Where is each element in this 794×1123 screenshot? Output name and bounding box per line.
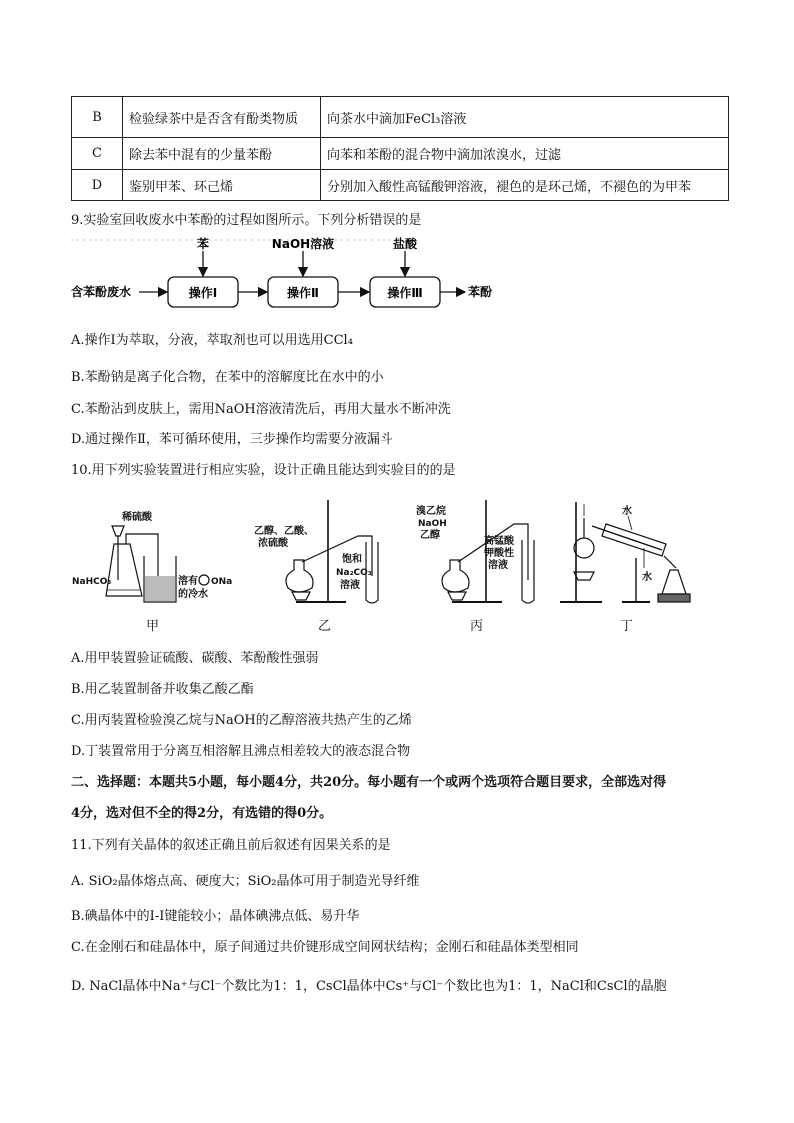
ding-water-in-label: 水 [622, 506, 632, 517]
flow-output: 苯酚 [468, 285, 493, 299]
bing-receiver-label-2: 钾酸性 [484, 548, 514, 559]
section2-heading-line1: 二、选择题：本题共5小题，每小题4分，共20分。每小题有一个或两个选项符合题目要求，全部选对得 [71, 775, 667, 790]
apparatus-svg [66, 496, 726, 636]
jia-beaker-label-1: 溶有 [178, 576, 198, 587]
yi-receiver-label-2: Na₂CO₃ [336, 568, 372, 578]
row-letter: D [72, 170, 123, 201]
jia-label: 甲 [146, 619, 160, 634]
q9-flow-diagram [71, 234, 511, 310]
row-letter: C [72, 138, 123, 170]
q11-option-c: C.在金刚石和硅晶体中，原子间通过共价键形成空间网状结构；金刚石和硅晶体类型相同 [71, 940, 579, 955]
burner-icon [292, 592, 310, 600]
jia-acid-label: 稀硫酸 [122, 512, 152, 523]
row-method: 向茶水中滴加FeCl₃溶液 [321, 97, 729, 138]
receiver-flask-icon [662, 570, 686, 594]
yi-label: 乙 [318, 619, 332, 634]
jia-beaker-label-2: 的冷水 [178, 589, 208, 600]
q11-option-a: A. SiO₂晶体熔点高、硬度大；SiO₂晶体可用于制造光导纤维 [71, 874, 420, 889]
row-method: 分别加入酸性高锰酸钾溶液，褪色的是环己烯，不褪色的为甲苯 [321, 170, 729, 201]
burner-icon [448, 592, 466, 600]
distilling-flask-icon [574, 538, 594, 558]
reagent1-label: 苯 [196, 237, 210, 251]
funnel-icon [112, 526, 124, 536]
table-row [72, 97, 729, 138]
q10-option-a: A.用甲装置验证硫酸、碳酸、苯酚酸性强弱 [71, 651, 319, 666]
reagent3-label: 盐酸 [392, 237, 418, 251]
apparatus-yi [254, 500, 378, 634]
jia-salt-label: NaHCO₃ [72, 577, 112, 587]
apparatus-bing [416, 500, 534, 634]
q9-stem: 9.实验室回收废水中苯酚的过程如图所示。下列分析错误的是 [71, 213, 422, 228]
bing-receiver-label-1: 高锰酸 [484, 536, 514, 547]
table-row [72, 138, 729, 170]
q9-option-c: C.苯酚沾到皮肤上，需用NaOH溶液清洗后，再用大量水不断冲洗 [71, 402, 451, 417]
q9-option-d: D.通过操作Ⅱ，苯可循环使用，三步操作均需要分液漏斗 [71, 432, 393, 447]
table-row [72, 170, 729, 201]
yi-reagents-label-2: 浓硫酸 [258, 538, 288, 549]
options-table [71, 96, 729, 201]
q10-stem: 10.用下列实验装置进行相应实验，设计正确且能达到实验目的的是 [71, 463, 456, 478]
condenser-inner [592, 526, 662, 550]
adapter-tube [664, 556, 676, 568]
bing-reagents-label-3: 乙醇 [420, 530, 440, 541]
flow-input: 含苯酚废水 [71, 285, 132, 299]
bing-label: 丙 [470, 619, 484, 634]
q11-stem: 11.下列有关晶体的叙述正确且前后叙述有因果关系的是 [71, 838, 391, 853]
section2-heading-line2: 4分，选对但不全的得2分，有选错的得0分。 [71, 806, 333, 821]
jia-phenoxide-label: ONa [211, 577, 233, 587]
q9-option-b: B.苯酚钠是离子化合物，在苯中的溶解度比在水中的小 [71, 370, 384, 385]
water-in-arrow [628, 516, 632, 530]
receiver-base [658, 594, 690, 602]
apparatus-ding [560, 502, 690, 634]
q10-option-c: C.用丙装置检验溴乙烷与NaOH的乙醇溶液共热产生的乙烯 [71, 713, 412, 728]
flask-icon [106, 544, 142, 596]
ding-water-out-label: 水 [642, 572, 652, 583]
q10-option-d: D.丁装置常用于分离互相溶解且沸点相差较大的液态混合物 [71, 744, 411, 759]
yi-reagents-label-1: 乙醇、乙酸、 [254, 526, 314, 537]
op1-label: 操作Ⅰ [188, 286, 218, 300]
op3-label: 操作Ⅲ [387, 286, 423, 300]
flask-icon [286, 560, 313, 592]
row-purpose: 鉴别甲苯、环己烯 [123, 170, 321, 201]
q11-option-b: B.碘晶体中的I-I键能较小；晶体碘沸点低、易升华 [71, 909, 360, 924]
yi-receiver-label-1: 饱和 [342, 554, 362, 565]
bing-reagents-label-1: 溴乙烷 [416, 506, 446, 517]
flow-svg [71, 234, 511, 310]
benzene-ring-icon [199, 575, 209, 585]
ding-label: 丁 [620, 619, 634, 634]
flask-icon [442, 560, 469, 592]
bing-reagents-label-2: NaOH [418, 519, 447, 529]
row-purpose: 检验绿茶中是否含有酚类物质 [123, 97, 321, 138]
row-letter: B [72, 97, 123, 138]
q10-option-b: B.用乙装置制备并收集乙酸乙酯 [71, 682, 254, 697]
row-purpose: 除去苯中混有的少量苯酚 [123, 138, 321, 170]
reagent2-label: NaOH溶液 [271, 237, 335, 251]
yi-receiver-label-3: 溶液 [340, 580, 360, 591]
op2-label: 操作Ⅱ [287, 286, 319, 300]
bing-receiver-label-3: 溶液 [488, 560, 508, 571]
apparatus-jia [72, 510, 232, 634]
burner-icon [574, 572, 594, 580]
q9-option-a: A.操作Ⅰ为萃取，分液，萃取剂也可以用选用CCl₄ [71, 333, 353, 348]
q11-option-d: D. NaCl晶体中Na⁺与Cl⁻个数比为1：1，CsCl晶体中Cs⁺与Cl⁻个数比也为1：1，NaCl和CsCl的晶胞 [71, 979, 667, 994]
beaker-liquid [145, 576, 175, 601]
q10-apparatus-figure [66, 496, 726, 636]
row-method: 向苯和苯酚的混合物中滴加浓溴水，过滤 [321, 138, 729, 170]
